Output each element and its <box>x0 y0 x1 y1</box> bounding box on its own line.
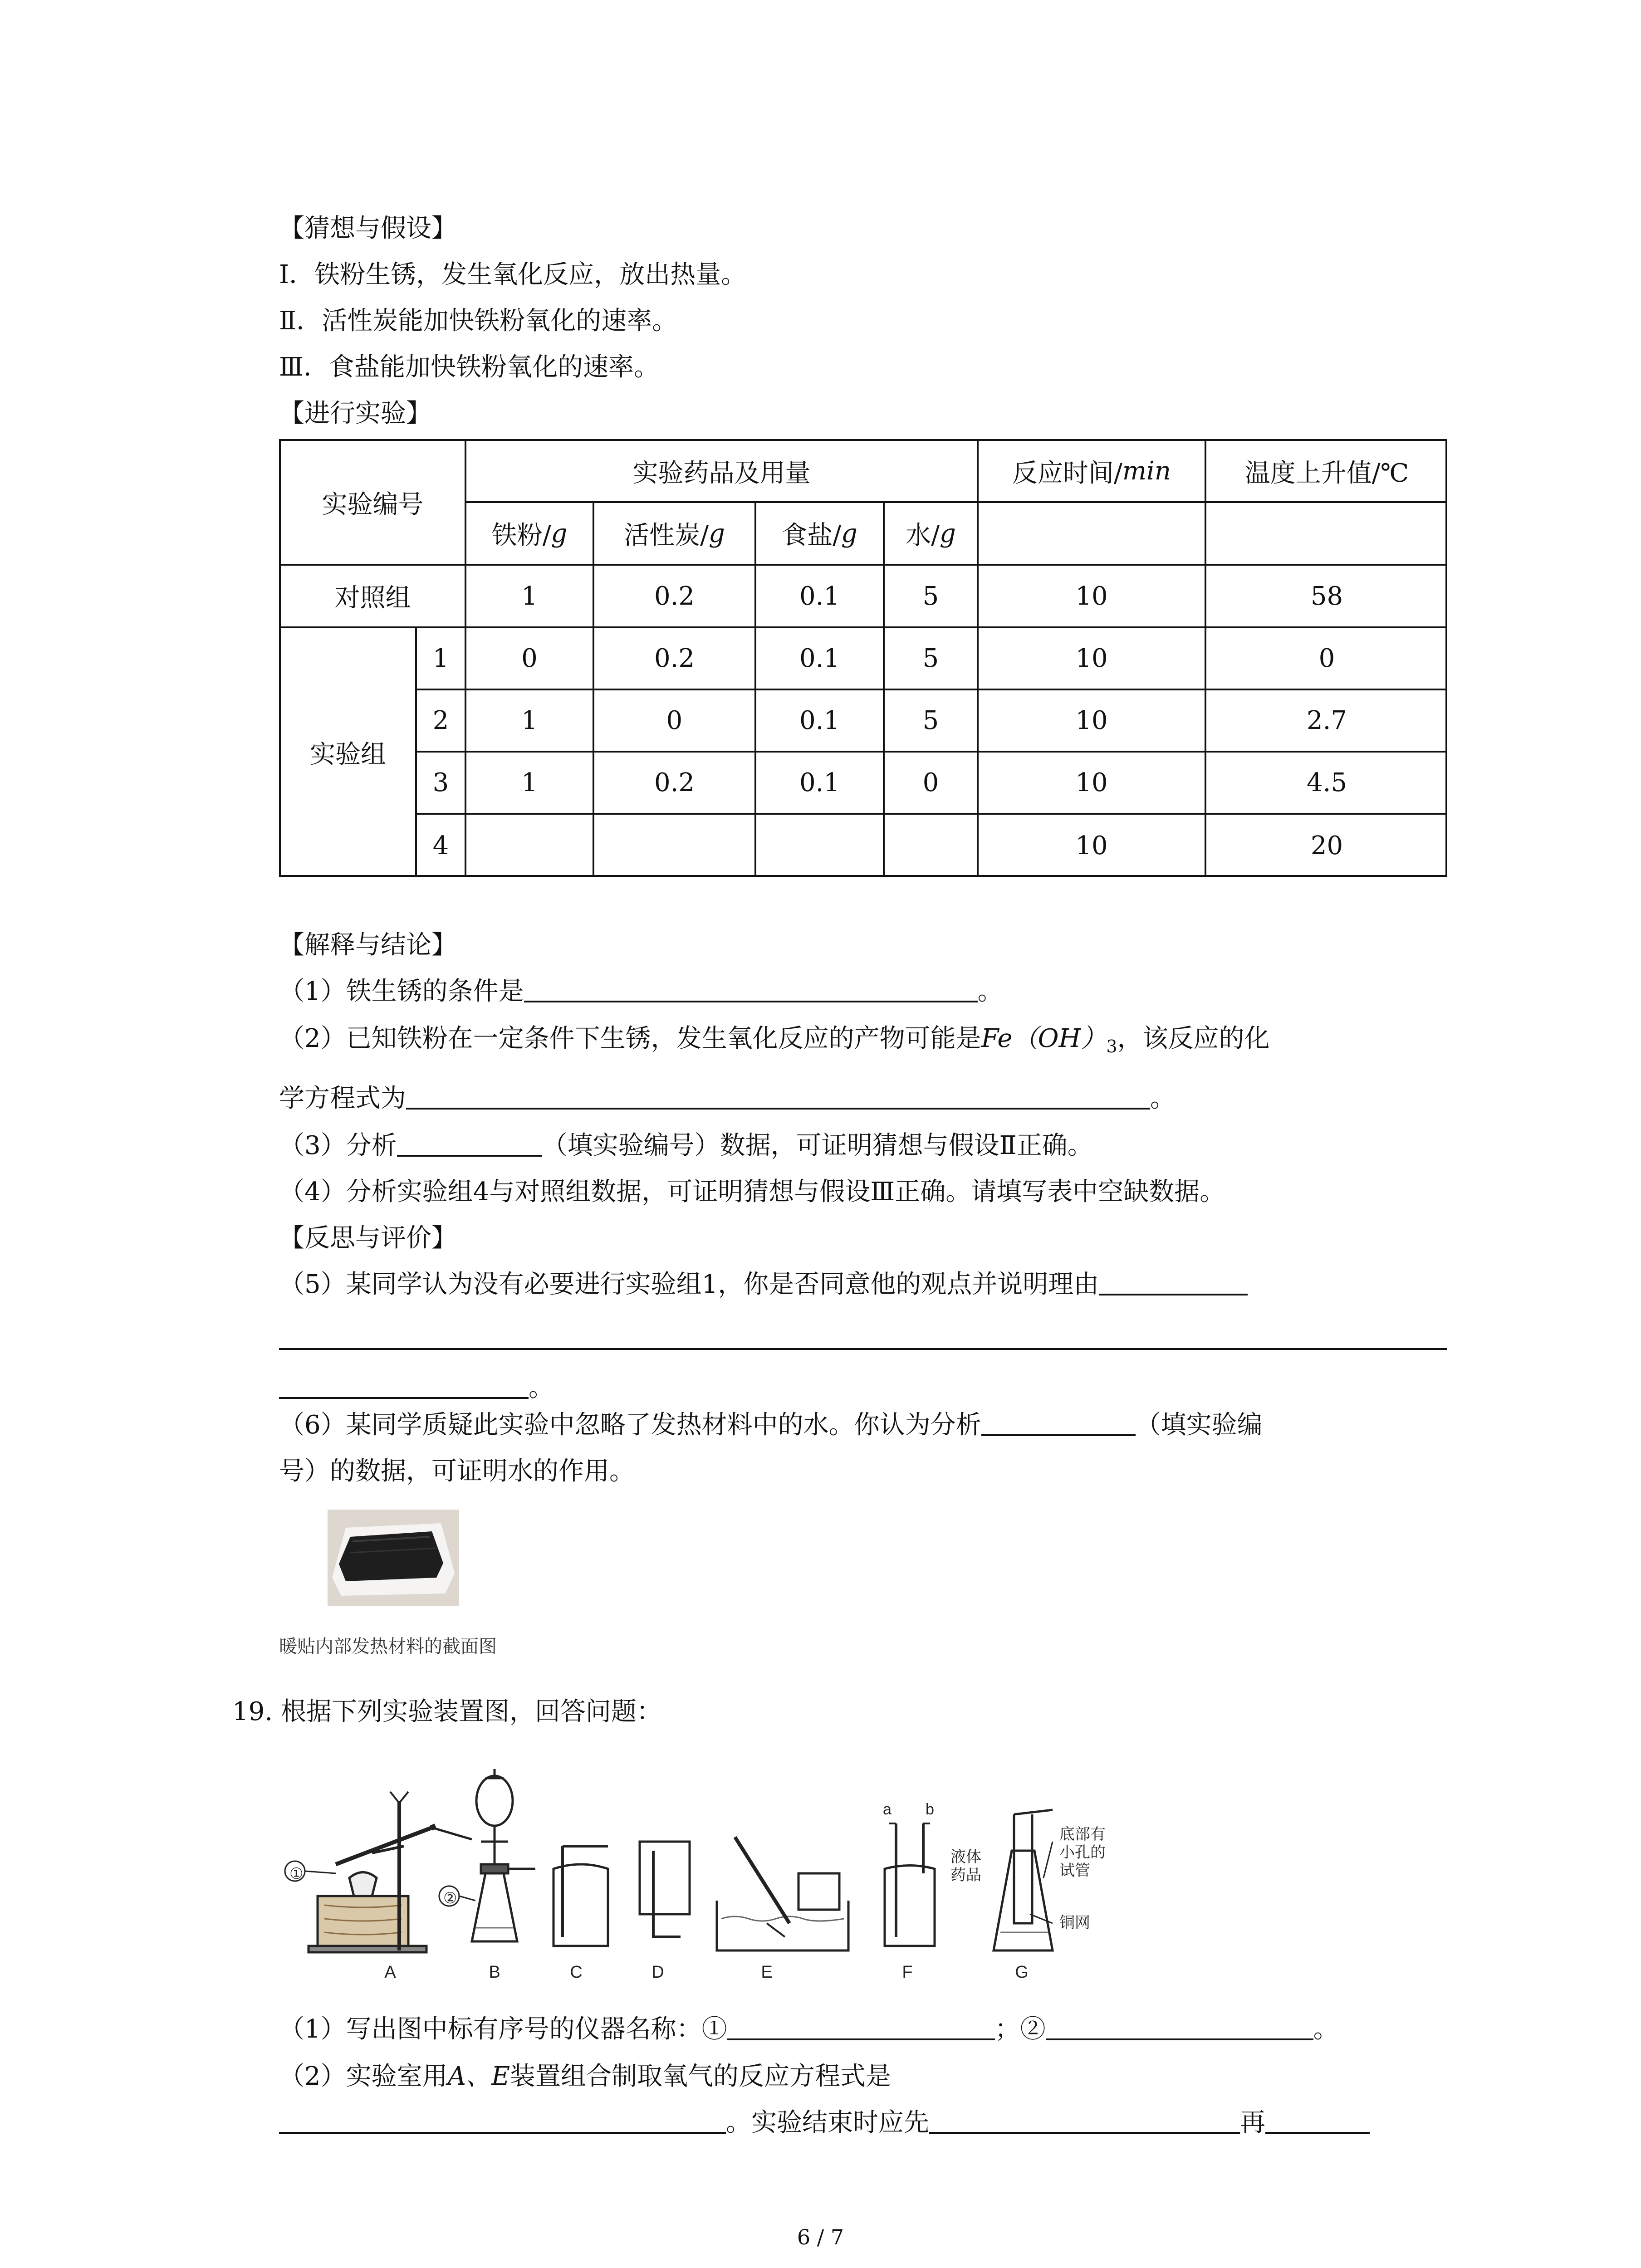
apparatus-a <box>285 1792 472 1952</box>
table-cell-blank[interactable] <box>756 815 885 877</box>
question-2-line2: 学方程式为 。 <box>279 1082 1176 1115</box>
label-g: G <box>1015 1963 1029 1982</box>
answer-blank[interactable] <box>1099 1268 1248 1295</box>
apparatus-d <box>640 1842 690 1937</box>
label-f-a: a <box>883 1801 892 1818</box>
hypothesis-item-1: Ⅰ．铁粉生锈，发生氧化反应，放出热量。 <box>279 260 747 289</box>
table-cell: 1 <box>466 690 594 753</box>
header-experiment-id: 实验编号 <box>281 441 466 566</box>
label-a: A <box>384 1963 396 1982</box>
apparatus-b <box>439 1769 535 1941</box>
table-cell: 5 <box>885 566 979 628</box>
question-2: （2）已知铁粉在一定条件下生锈，发生氧化反应的产物可能是$Fe(OH)_3$，该反应的化 <box>279 1024 1270 1057</box>
table-cell: 10 <box>979 628 1206 690</box>
table-cell: 10 <box>979 690 1206 753</box>
label-g-note-1: 底部有 <box>1059 1826 1106 1843</box>
label-b: B <box>489 1963 500 1982</box>
hypothesis-heading: 【猜想与假设】 <box>279 214 457 243</box>
hypothesis-item-3: Ⅲ．食盐能加快铁粉氧化的速率。 <box>279 352 660 382</box>
conclusion-heading: 【解释与结论】 <box>279 930 457 960</box>
apparatus-e <box>717 1837 848 1950</box>
table-cell: 0.2 <box>594 566 756 628</box>
table-cell: 5 <box>885 690 979 753</box>
table-cell: 58 <box>1206 566 1447 628</box>
label-g-note-3: 试管 <box>1059 1862 1090 1879</box>
header-carbon: 活性炭/ g <box>594 503 756 566</box>
header-water: 水/ g <box>885 503 979 566</box>
apparatus-diagram <box>281 1760 1479 1996</box>
answer-blank[interactable] <box>929 2107 1240 2134</box>
table-cell: 0.2 <box>594 753 756 815</box>
header-reagents: 实验药品及用量 <box>466 441 979 503</box>
apparatus-f <box>885 1823 935 1946</box>
header-iron: 铁粉/ g <box>466 503 594 566</box>
table-cell-blank[interactable] <box>885 815 979 877</box>
label-d: D <box>652 1963 664 1982</box>
row-number: 3 <box>417 753 466 815</box>
answer-blank[interactable] <box>397 1129 542 1157</box>
label-g-note-2: 小孔的 <box>1059 1844 1106 1861</box>
row-number: 2 <box>417 690 466 753</box>
header-temp-empty <box>1206 503 1447 566</box>
header-time: 反应时间/ min <box>979 441 1206 503</box>
question-6-line2: 号）的数据，可证明水的作用。 <box>279 1457 635 1486</box>
answer-blank[interactable] <box>981 1409 1136 1436</box>
label-c: C <box>570 1963 583 1982</box>
answer-blank[interactable] <box>1046 2013 1313 2040</box>
question-19-title: 19. 根据下列实验装置图，回答问题： <box>232 1697 662 1726</box>
question-1: （1）铁生锈的条件是 。 <box>279 975 1003 1008</box>
table-cell: 10 <box>979 753 1206 815</box>
table-cell: 1 <box>466 753 594 815</box>
experiment-heading: 【进行实验】 <box>279 399 431 428</box>
table-cell: 0.2 <box>594 628 756 690</box>
question-4: （4）分析实验组4与对照组数据，可证明猜想与假设Ⅲ正确。请填写表中空缺数据。 <box>279 1177 1225 1207</box>
table-cell: 10 <box>979 815 1206 877</box>
table-cell: 20 <box>1310 831 1343 860</box>
marker-2: ② <box>443 1890 457 1907</box>
header-temp: 温度上升值/℃ <box>1206 441 1447 503</box>
heat-pad-photo <box>328 1510 459 1606</box>
label-f-b: b <box>926 1801 934 1818</box>
answer-blank[interactable] <box>524 975 978 1002</box>
experiment-group-label: 实验组 <box>281 628 417 877</box>
question-6: （6）某同学质疑此实验中忽略了发热材料中的水。你认为分析 （填实验编 <box>279 1409 1263 1442</box>
table-cell: 10 <box>979 566 1206 628</box>
answer-blank[interactable] <box>279 2107 726 2134</box>
apparatus-g <box>994 1810 1053 1950</box>
label-g-mesh: 铜网 <box>1059 1914 1090 1931</box>
answer-blank[interactable] <box>279 1372 529 1399</box>
table-cell: 0.1 <box>756 566 885 628</box>
table-cell: 0 <box>466 628 594 690</box>
label-g-liquid-1: 液体 <box>950 1848 981 1866</box>
table-cell: 2.7 <box>1206 690 1447 753</box>
table-cell: 0 <box>594 690 756 753</box>
table-cell: 0 <box>1206 628 1447 690</box>
image-caption: 暖贴内部发热材料的截面图 <box>279 1636 497 1657</box>
table-cell: 0.1 <box>756 690 885 753</box>
hypothesis-item-2: Ⅱ．活性炭能加快铁粉氧化的速率。 <box>279 306 678 336</box>
table-cell: 0.1 <box>756 753 885 815</box>
question-3: （3）分析 （填实验编号）数据，可证明猜想与假设Ⅱ正确。 <box>279 1129 1093 1162</box>
table-cell-blank[interactable] <box>466 815 594 877</box>
table-cell-blank[interactable] <box>594 815 756 877</box>
marker-1: ① <box>289 1865 304 1882</box>
table-cell: 0 <box>885 753 979 815</box>
row-number: 1 <box>417 628 466 690</box>
q19-question-2: （2）实验室用A、E装置组合制取氧气的反应方程式是 <box>279 2062 891 2091</box>
page-number: 6 / 7 <box>797 2225 844 2249</box>
apparatus-c <box>554 1846 608 1946</box>
answer-blank[interactable] <box>406 1082 1150 1110</box>
experiment-table <box>279 439 1447 877</box>
label-g-liquid-2: 药品 <box>950 1867 981 1884</box>
table-cell: 1 <box>466 566 594 628</box>
label-f: F <box>902 1963 913 1982</box>
answer-blank[interactable] <box>727 2013 995 2040</box>
control-label: 对照组 <box>281 566 466 628</box>
label-e: E <box>761 1963 773 1982</box>
reflection-heading: 【反思与评价】 <box>279 1223 457 1253</box>
answer-blank[interactable] <box>1265 2107 1370 2134</box>
question-5-line3: 。 <box>279 1372 554 1404</box>
table-cell: 4.5 <box>1206 753 1447 815</box>
row-number: 4 <box>417 815 466 877</box>
q19-question-2-line2: 。实验结束时应先 再 <box>279 2107 1370 2139</box>
header-time-empty <box>979 503 1206 566</box>
table-cell: 5 <box>885 628 979 690</box>
header-salt: 食盐/ g <box>756 503 885 566</box>
question-5: （5）某同学认为没有必要进行实验组1，你是否同意他的观点并说明理由 <box>279 1268 1248 1301</box>
q19-question-1: （1）写出图中标有序号的仪器名称：① ；② 。 <box>279 2013 1339 2046</box>
table-cell: 0.1 <box>756 628 885 690</box>
answer-line[interactable] <box>279 1348 1447 1350</box>
